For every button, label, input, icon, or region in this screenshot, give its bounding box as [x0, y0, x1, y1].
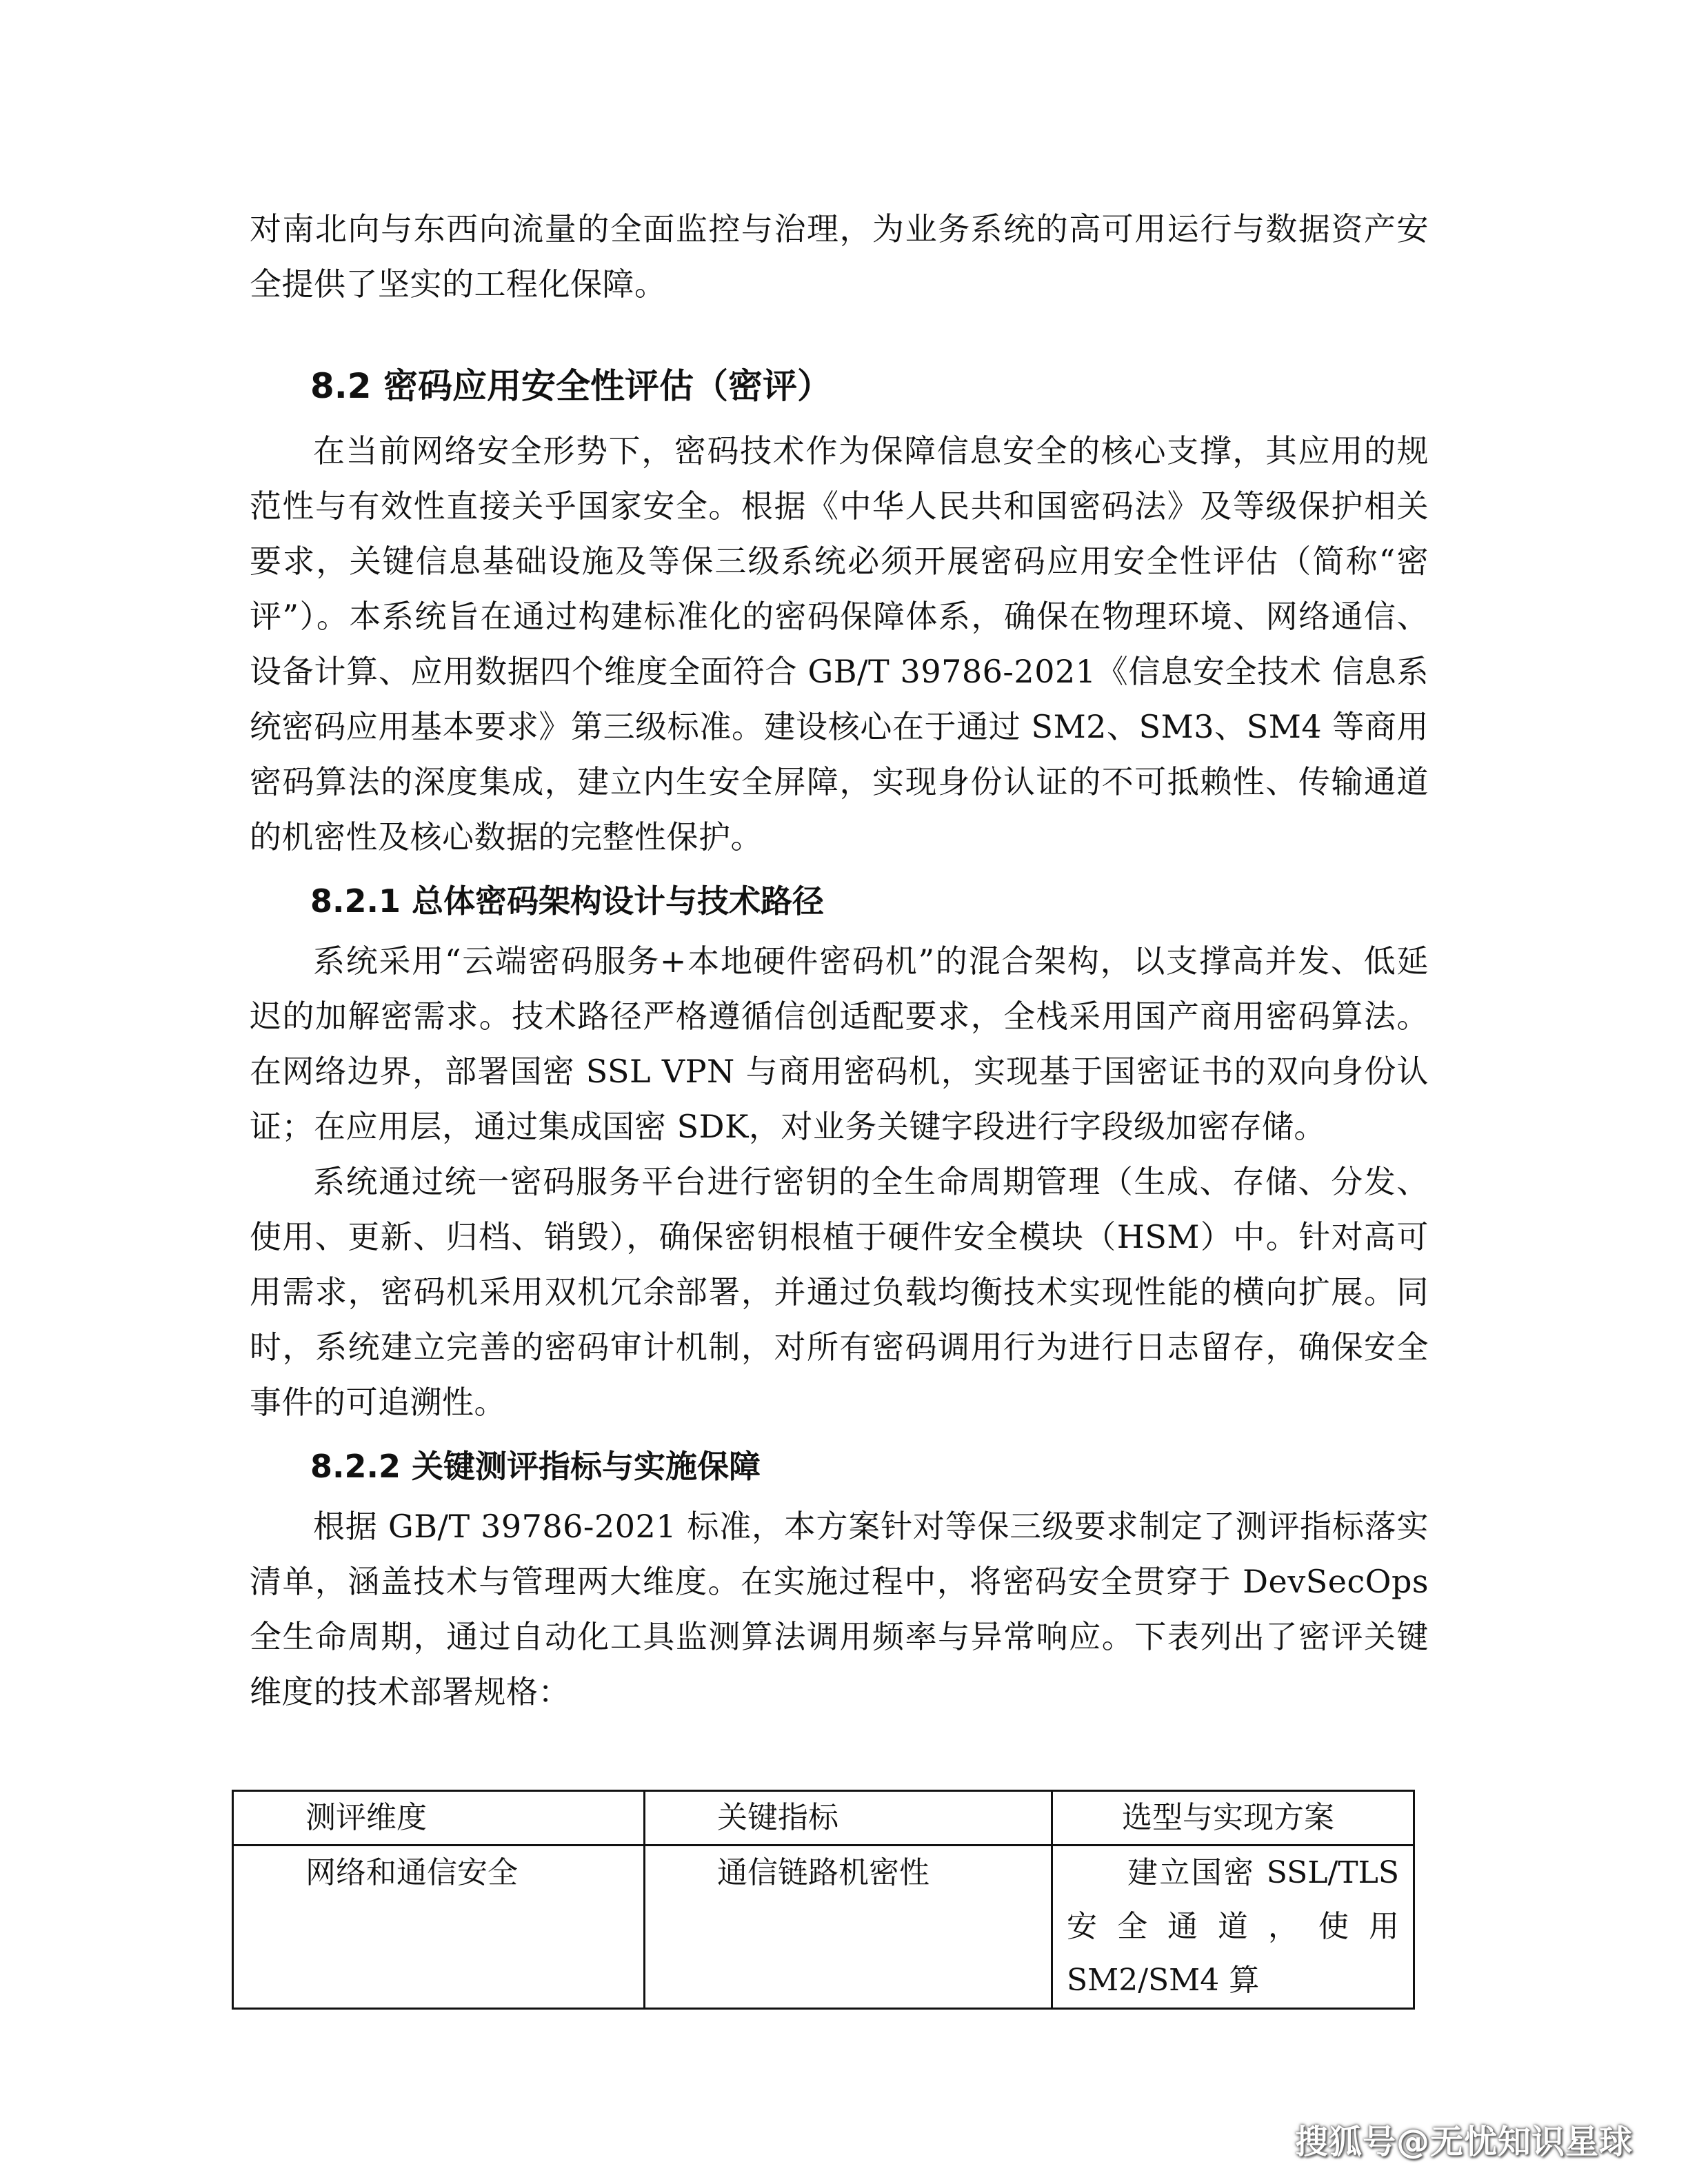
section-heading-8-2-1: 8.2.1 总体密码架构设计与技术路径	[310, 882, 824, 920]
section-8-2-1-paragraph-1: 系统采用“云端密码服务+本地硬件密码机”的混合架构，以支撑高并发、低延迟的加解密需求。技术路径严格遵循信创适配要求，全栈采用国产商用密码算法。在网络边界，部署国密 SSL VPN 与商用密码机，实现基于国密证书的双向身份认证；在应用层，通过集成国密 SDK，对业务关键字段进行字段级加密存储。	[250, 942, 1429, 1145]
table-cell-solution: 建立国密 SSL/TLS 安全通道，使用 SM2/SM4 算	[1052, 1846, 1414, 2009]
table-row	[233, 1846, 1414, 2009]
table-header-solution: 选型与实现方案	[1052, 1791, 1414, 1846]
evaluation-table	[232, 1790, 1415, 2010]
section-heading-8-2: 8.2 密码应用安全性评估（密评）	[310, 366, 832, 406]
table-cell-dimension: 网络和通信安全	[233, 1846, 645, 2009]
section-8-2-paragraph: 在当前网络安全形势下，密码技术作为保障信息安全的核心支撑，其应用的规范性与有效性直接关乎国家安全。根据《中华人民共和国密码法》及等级保护相关要求，关键信息基础设施及等保三级系统必须开展密码应用安全性评估（简称“密评”）。本系统旨在通过构建标准化的密码保障体系，确保在物理环境、网络通信、设备计算、应用数据四个维度全面符合 GB/T 39786-2021《信息安全技术 信息系统密码应用基本要求》第三级标准。建设核心在于通过 SM2、SM3、SM4 等商用密码算法的深度集成，建立内生安全屏障，实现身份认证的不可抵赖性、传输通道的机密性及核心数据的完整性保护。	[250, 432, 1429, 856]
intro-paragraph: 对南北向与东西向流量的全面监控与治理，为业务系统的高可用运行与数据资产安全提供了坚实的工程化保障。	[250, 210, 1429, 303]
table-cell-indicator: 通信链路机密性	[645, 1846, 1052, 2009]
watermark: 搜狐号@无忧知识星球	[1294, 2123, 1633, 2161]
table-header-row	[233, 1791, 1414, 1846]
section-8-2-2-paragraph: 根据 GB/T 39786-2021 标准，本方案针对等保三级要求制定了测评指标落实清单，涵盖技术与管理两大维度。在实施过程中，将密码安全贯穿于 DevSecOps 全生命周期，通过自动化工具监测算法调用频率与异常响应。下表列出了密评关键维度的技术部署规格：	[250, 1508, 1429, 1710]
table-header-indicator: 关键指标	[645, 1791, 1052, 1846]
section-8-2-1-paragraph-2: 系统通过统一密码服务平台进行密钥的全生命周期管理（生成、存储、分发、使用、更新、归档、销毁），确保密钥根植于硬件安全模块（HSM）中。针对高可用需求，密码机采用双机冗余部署，并通过负载均衡技术实现性能的横向扩展。同时，系统建立完善的密码审计机制，对所有密码调用行为进行日志留存，确保安全事件的可追溯性。	[250, 1163, 1429, 1421]
table-header-dimension: 测评维度	[233, 1791, 645, 1846]
section-heading-8-2-2: 8.2.2 关键测评指标与实施保障	[310, 1448, 761, 1485]
document-body	[250, 201, 1429, 1719]
